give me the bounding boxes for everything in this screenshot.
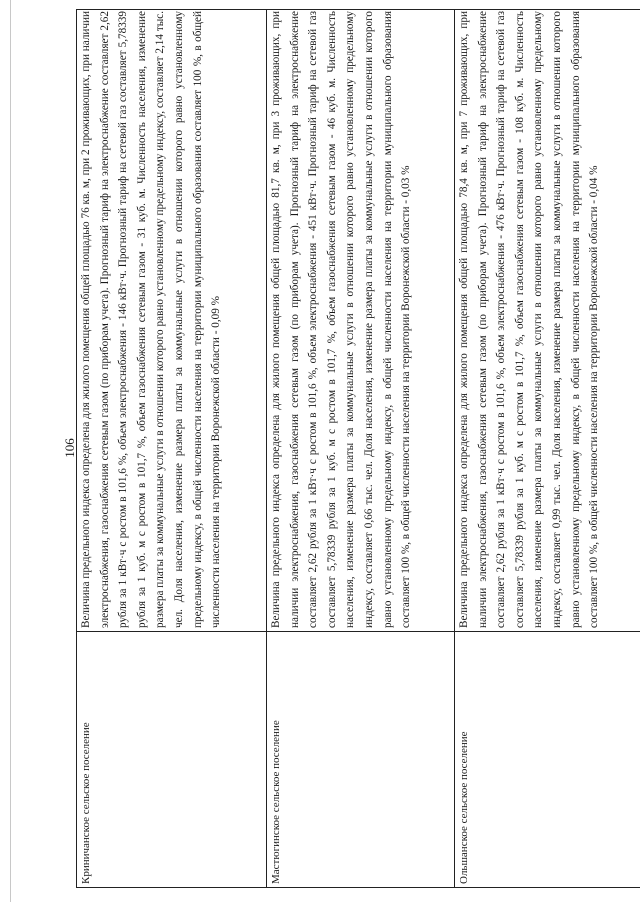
settlement-description-cell: Величина предельного индекса определена для жилого помещения общей площадью 81,7 кв. м, при 3 проживающих, при наличии электроснабжения, газоснабжения сетевым газом (по приборам учета). Прогнозный тариф на электроснабжение составляет 2,62 рубля за 1 кВт·ч с ростом в 101,6 %, объем электроснабжения - 451 кВт·ч. Прогнозный тариф на сетевой газ составляет 5,78339 рубля за 1 куб. м с ростом в 101,7 %, объем газоснабжения сетевым газом - 46 куб. м. Численность населения, изменение размера платы за коммунальные услуги в отношении которого равно установленному предельному индексу, составляет 0,66 тыс. чел. Доля населения, изменение размера платы за коммунальные услуги в отношении которого равно установленному предельному индексу, в общей численности населения на территории муниципального образования составляет 100 %, в общей численности населения на территории Воронежской области - 0,03 %	[267, 10, 455, 632]
page-number: 106	[62, 438, 77, 458]
table-row	[455, 10, 640, 888]
settlement-description-cell: Величина предельного индекса определена для жилого помещения общей площадью 78,4 кв. м, при 7 проживающих, при наличии электроснабжения, газоснабжения сетевым газом (по приборам учета). Прогнозный тариф на электроснабжение составляет 2,62 рубля за 1 кВт·ч с ростом в 101,6 %, объем электроснабжения - 476 кВт·ч. Прогнозный тариф на сетевой газ составляет 5,78339 рубля за 1 куб. м с ростом в 101,7 %, объем газоснабжения сетевым газом - 108 куб. м. Численность населения, изменение размера платы за коммунальные услуги в отношении которого равно установленному предельному индексу, составляет 0,99 тыс. чел. Доля населения, изменение размера платы за коммунальные услуги в отношении которого равно установленному предельному индексу, в общей численности населения на территории муниципального образования составляет 100 %, в общей численности населения на территории Воронежской области - 0,04 %	[455, 10, 640, 632]
rotated-table-container	[76, 10, 638, 888]
settlement-name-cell: Криничанское сельское поселение	[77, 632, 267, 888]
table-row	[267, 10, 455, 888]
scan-edge-line	[10, 0, 11, 902]
settlements-table	[76, 9, 640, 888]
settlement-description-cell: Величина предельного индекса определена для жилого помещения общей площадью 76 кв. м, при 2 проживающих, при наличии электроснабжения, газоснабжения сетевым газом (по приборам учета). Прогнозный тариф на электроснабжение составляет 2,62 рубля за 1 кВт·ч с ростом в 101,6 %, объем электроснабжения - 146 кВт·ч. Прогнозный тариф на сетевой газ составляет 5,78339 рубля за 1 куб. м с ростом в 101,7 %, объем газоснабжения сетевым газом - 31 куб. м. Численность населения, изменение размера платы за коммунальные услуги в отношении которого равно установленному предельному индексу, составляет 2,14 тыс. чел. Доля населения, изменение размера платы за коммунальные услуги в отношении которого равно установленному предельному индексу, в общей численности населения на территории муниципального образования составляет 100 %, в общей численности населения на территории Воронежской области - 0,09 %	[77, 10, 267, 632]
table-row	[77, 10, 267, 888]
settlement-name-cell: Мастюгинское сельское поселение	[267, 632, 455, 888]
settlement-name-cell: Ольшанское сельское поселение	[455, 632, 640, 888]
